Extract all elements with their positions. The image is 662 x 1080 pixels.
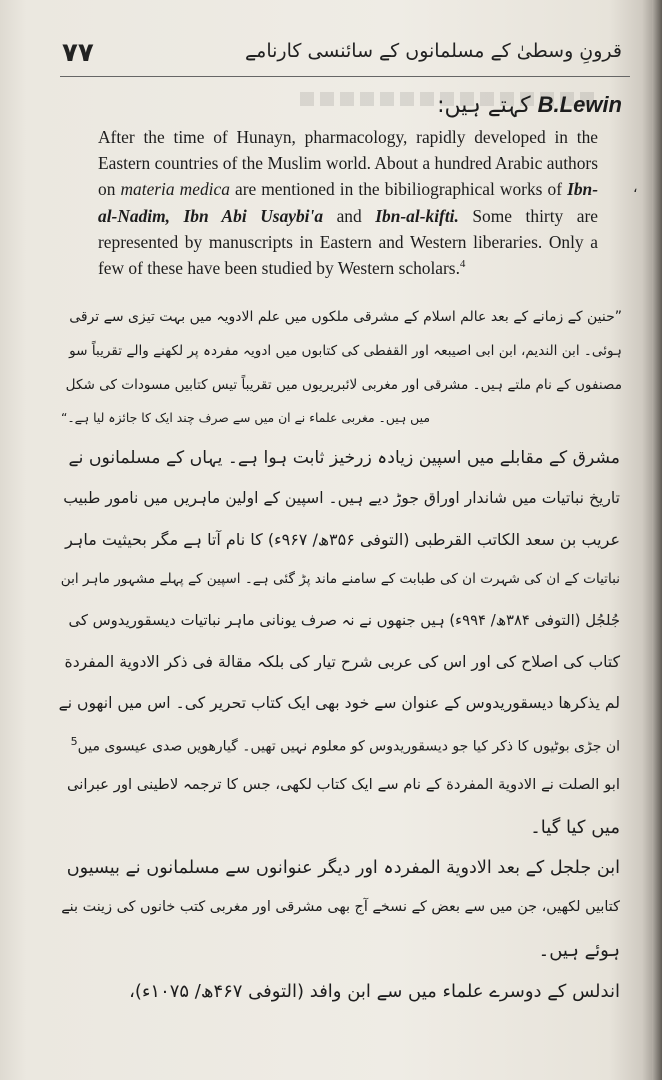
body-line: لم یذکرها دیسقوریدوس کے عنوان سے خود بھی ایک کتاب تحریر کی۔ اس میں انھوں نے — [58, 694, 620, 712]
english-quote — [98, 124, 598, 281]
body-line: عریب بن سعد الکاتب القرطبی (التوفی ۳۵۶ھ/ ۹۶۷ء) کا نام آتا ہے مگر بحیثیت ماہر — [65, 530, 620, 549]
body-line: اندلس کے دوسرے علماء میں سے ابن وافد (التوفی ۴۶۷ھ/ ۱۰۷۵ء)، — [129, 981, 620, 1002]
body-line: کتابیں لکھیں، جن میں سے بعض کے نسخے آج بھی مشرقی اور مغربی کتب خانوں کی زینت بنے — [61, 899, 620, 915]
body-line: ابو الصلت نے الادویة المفردة کے نام سے ایک کتاب لکھی، جس کا ترجمہ لاطینی اور عبرانی — [66, 776, 620, 793]
body-line: کتاب کی اصلاح کی اور اس کی عربی شرح تیار کی بلکہ مقالة فی ذکر الادویة المفردة — [64, 653, 620, 671]
urdu-translation-line: مصنفوں کے نام ملتے ہیں۔ مشرقی اور مغربی لائبریریوں میں تقریباً تیس کتابیں مسودات کی شکل — [65, 377, 622, 393]
body-line: ابن جلجل کے بعد الادویة المفردہ اور دیگر عنوانوں سے مسلمانوں نے بیسیوں — [66, 858, 620, 878]
running-title: قرونِ وسطیٰ کے مسلمانوں کے سائنسی کارنامے — [245, 40, 622, 62]
body-line: ہوئے ہیں۔ — [538, 940, 620, 961]
footnote-4: 4 — [459, 258, 466, 271]
header-rule — [60, 76, 630, 77]
quote-author-last: Ibn-al-kifti. — [375, 205, 459, 226]
quote-intro — [437, 92, 622, 118]
urdu-translation-line: ہوئی۔ ابن الندیم، ابن ابی اصیبعہ اور القفطی کی کتابوں میں ادویہ مفردہ پر لکھنے والے تقریباً سو — [69, 343, 622, 359]
page-number: ٧٧ — [62, 38, 94, 68]
body-line: مشرق کے مقابلے میں اسپین زیادہ زرخیز ثابت ہوا ہے۔ یہاں کے مسلمانوں نے — [68, 448, 620, 468]
quote-part-4: Some thirty are represented by manuscripts in Eastern and Western liberaries. Only a few of these have been studied by Western scholars. — [98, 205, 598, 279]
page-edge-shadow — [652, 0, 662, 1080]
quote-part-3: and — [323, 205, 376, 226]
quote-authors: Ibn-al-Nadim, Ibn Abi Usaybi'a — [98, 179, 598, 226]
quote-verb: کہتے ہیں: — [437, 93, 531, 118]
page-header — [62, 38, 622, 72]
urdu-translation-line: ”حنین کے زمانے کے بعد عالم اسلام کے مشرقی ملکوں میں علم الادویہ میں بہت تیزی سے ترقی — [69, 309, 622, 325]
body-line-with-footnote — [71, 735, 620, 755]
quoted-author: B.Lewin — [537, 92, 622, 117]
body-line: جُلجُل (التوفی ۳۸۴ھ/ ۹۹۴ء) ہیں جنھوں نے نہ صرف یونانی ماہر نباتیات دیسقوریدوس کی — [68, 612, 620, 629]
body-line: تاریخ نباتیات میں شاندار اوراق جوڑ دیے ہیں۔ اسپین کے اولین ماہریں میں نامور طبیب — [63, 489, 620, 507]
quote-part-2: are mentioned in the bibiliographical works of — [229, 179, 568, 200]
body-line-text: ان جڑی بوٹیوں کا ذکر کیا جو دیسقوریدوس کو معلوم نہیں تھیں۔ گیارھویں صدی عیسوی میں — [77, 738, 620, 755]
footnote-5: 5 — [70, 735, 78, 748]
urdu-translation-line: میں ہیں۔ مغربی علماء نے ان میں سے صرف چند ایک کا جائزہ لیا ہے۔“ — [60, 410, 430, 425]
body-line: نباتیات کے ان کی شہرت ان کی طبابت کے سامنے ماند پڑ گئی ہے۔ اسپین کے پہلے مشہور ماہر ابن — [60, 571, 620, 587]
quote-part-1: After the time of Hunayn, pharmacology, rapidly developed in the Eastern countries of the Muslim world. About a hundred Arabic authors on — [98, 127, 598, 200]
body-line: میں کیا گیا۔ — [530, 817, 620, 838]
margin-mark: ، — [633, 180, 638, 196]
materia-medica-term: materia medica — [120, 179, 230, 200]
